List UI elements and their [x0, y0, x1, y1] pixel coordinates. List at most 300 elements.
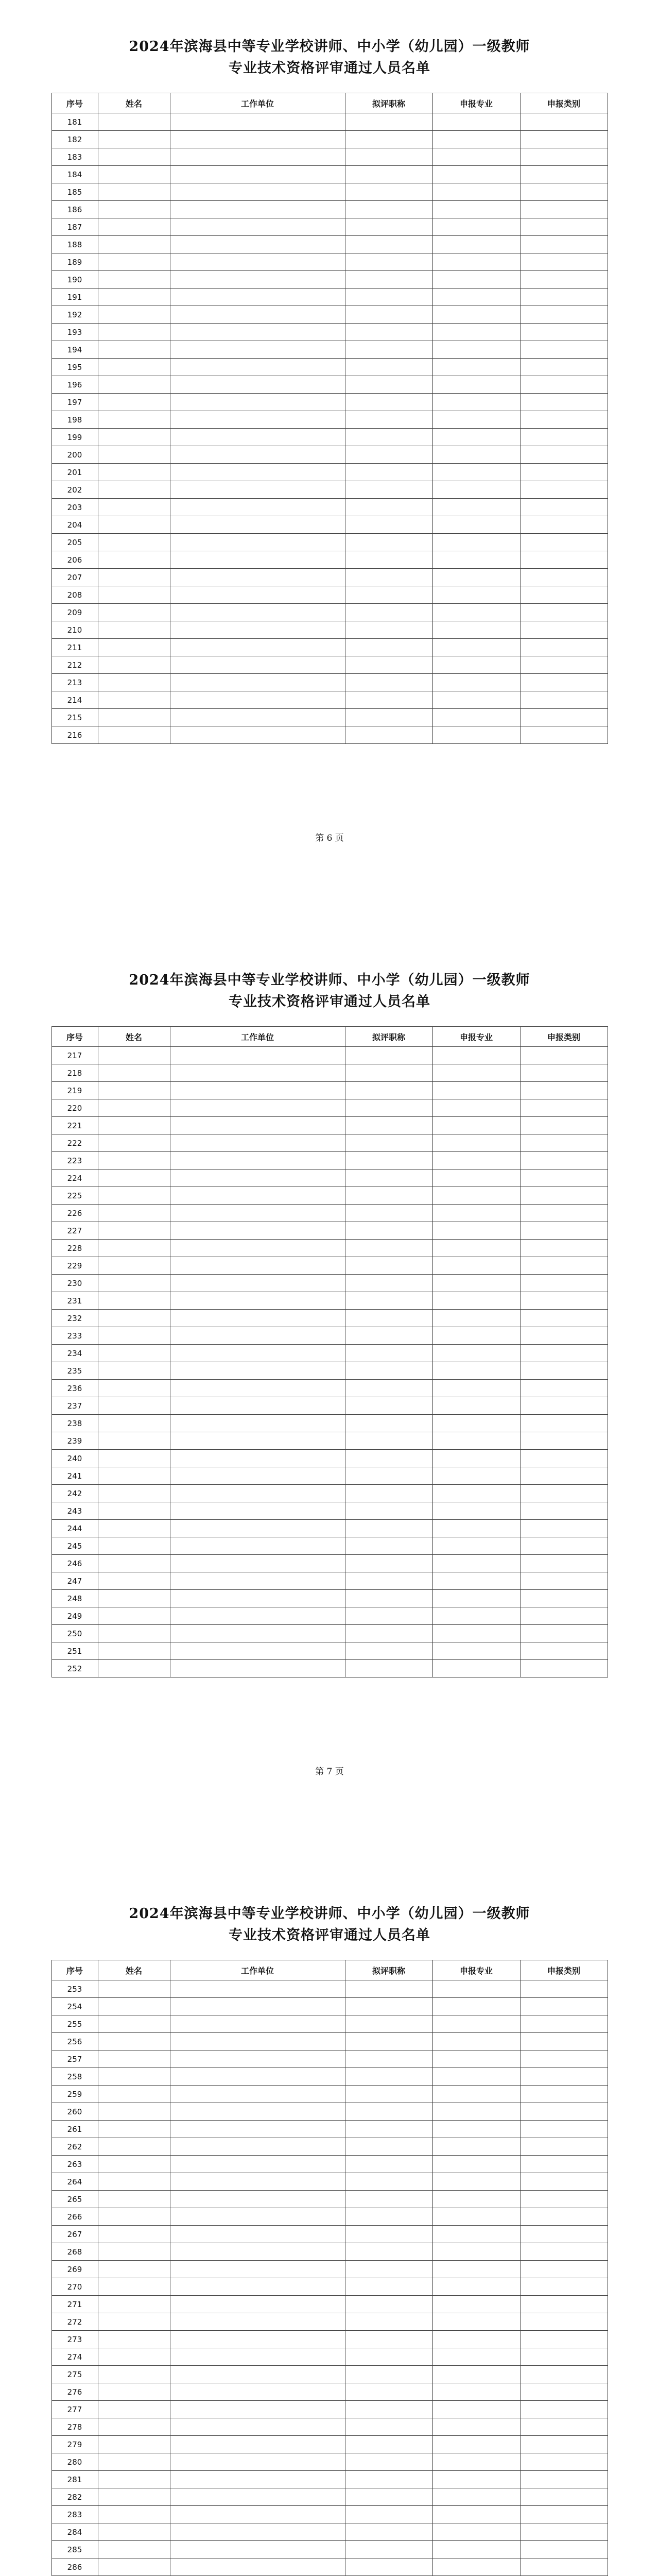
cell-title [345, 2366, 432, 2383]
cell-unit [170, 236, 345, 253]
table-row [51, 2401, 608, 2418]
cell-major [432, 2103, 520, 2121]
cell-major [432, 411, 520, 429]
column-header: 拟评职称 [345, 1027, 432, 1047]
table-row [51, 2436, 608, 2453]
cell-name [98, 2471, 170, 2488]
cell-major [432, 1292, 520, 1310]
cell-title [345, 2471, 432, 2488]
cell-unit [170, 2208, 345, 2226]
cell-unit [170, 569, 345, 586]
cell-major [432, 1082, 520, 1099]
column-header: 序号 [51, 93, 98, 113]
table-row [51, 534, 608, 551]
cell-number: 278 [51, 2418, 98, 2436]
cell-number: 280 [51, 2453, 98, 2471]
cell-number: 225 [51, 1187, 98, 1205]
cell-name [98, 1082, 170, 1099]
cell-unit [170, 2488, 345, 2506]
cell-name [98, 691, 170, 709]
column-header: 工作单位 [170, 93, 345, 113]
cell-category [520, 481, 608, 499]
cell-title [345, 656, 432, 674]
column-header: 姓名 [98, 1960, 170, 1980]
cell-major [432, 2138, 520, 2156]
column-header: 申报类别 [520, 93, 608, 113]
cell-title [345, 1205, 432, 1222]
table-row [51, 306, 608, 324]
table-row [51, 656, 608, 674]
table-row [51, 1625, 608, 1642]
cell-category [520, 1310, 608, 1327]
cell-number: 198 [51, 411, 98, 429]
cell-title [345, 2243, 432, 2261]
table-row [51, 674, 608, 691]
cell-title [345, 359, 432, 376]
cell-major [432, 2156, 520, 2173]
cell-category [520, 2418, 608, 2436]
document-page [0, 0, 659, 934]
table-row [51, 2226, 608, 2243]
cell-title [345, 1625, 432, 1642]
cell-unit [170, 1187, 345, 1205]
cell-major [432, 1152, 520, 1170]
cell-name [98, 1064, 170, 1082]
table-row [51, 726, 608, 744]
cell-unit [170, 1064, 345, 1082]
cell-major [432, 201, 520, 218]
roster-table [51, 93, 608, 744]
cell-major [432, 534, 520, 551]
cell-major [432, 1047, 520, 1064]
cell-number: 214 [51, 691, 98, 709]
cell-unit [170, 1362, 345, 1380]
cell-major [432, 1362, 520, 1380]
cell-major [432, 2191, 520, 2208]
cell-category [520, 1170, 608, 1187]
cell-unit [170, 481, 345, 499]
cell-name [98, 726, 170, 744]
cell-major [432, 1380, 520, 1397]
cell-category [520, 534, 608, 551]
cell-number: 260 [51, 2103, 98, 2121]
cell-title [345, 218, 432, 236]
cell-number: 261 [51, 2121, 98, 2138]
cell-title [345, 394, 432, 411]
table-row [51, 1502, 608, 1520]
cell-major [432, 1625, 520, 1642]
cell-unit [170, 586, 345, 604]
cell-category [520, 1117, 608, 1134]
cell-unit [170, 1432, 345, 1450]
column-header: 申报专业 [432, 1960, 520, 1980]
cell-number: 244 [51, 1520, 98, 1537]
table-row [51, 2103, 608, 2121]
cell-title [345, 324, 432, 341]
cell-name [98, 674, 170, 691]
cell-title [345, 376, 432, 394]
cell-unit [170, 1520, 345, 1537]
cell-number: 191 [51, 289, 98, 306]
cell-title [345, 1310, 432, 1327]
cell-number: 243 [51, 1502, 98, 1520]
cell-title [345, 1642, 432, 1660]
cell-category [520, 586, 608, 604]
cell-number: 220 [51, 1099, 98, 1117]
cell-major [432, 1660, 520, 1677]
cell-unit [170, 639, 345, 656]
cell-name [98, 2208, 170, 2226]
column-header: 姓名 [98, 93, 170, 113]
cell-name [98, 1362, 170, 1380]
cell-major [432, 2436, 520, 2453]
cell-title [345, 2383, 432, 2401]
cell-name [98, 1467, 170, 1485]
cell-category [520, 2068, 608, 2086]
cell-title [345, 2086, 432, 2103]
cell-category [520, 2121, 608, 2138]
table-row [51, 1152, 608, 1170]
cell-number: 279 [51, 2436, 98, 2453]
cell-title [345, 236, 432, 253]
cell-category [520, 621, 608, 639]
cell-name [98, 1415, 170, 1432]
cell-unit [170, 674, 345, 691]
cell-title [345, 551, 432, 569]
cell-category [520, 569, 608, 586]
cell-unit [170, 1467, 345, 1485]
table-row [51, 2488, 608, 2506]
cell-number: 246 [51, 1555, 98, 1572]
cell-name [98, 2348, 170, 2366]
table-row [51, 1998, 608, 2015]
table-row [51, 236, 608, 253]
cell-unit [170, 1257, 345, 1275]
cell-name [98, 2523, 170, 2541]
cell-category [520, 1998, 608, 2015]
table-row [51, 1310, 608, 1327]
page-number: 第 6 页 [315, 833, 344, 843]
table-row [51, 709, 608, 726]
cell-number: 213 [51, 674, 98, 691]
cell-title [345, 1572, 432, 1590]
cell-name [98, 2156, 170, 2173]
cell-title [345, 1327, 432, 1345]
cell-title [345, 341, 432, 359]
cell-name [98, 2383, 170, 2401]
cell-unit [170, 289, 345, 306]
column-header: 姓名 [98, 1027, 170, 1047]
cell-major [432, 1415, 520, 1432]
cell-major [432, 113, 520, 131]
cell-major [432, 1397, 520, 1415]
cell-number: 256 [51, 2033, 98, 2050]
cell-name [98, 2243, 170, 2261]
table-row [51, 516, 608, 534]
cell-number: 231 [51, 1292, 98, 1310]
cell-major [432, 2086, 520, 2103]
cell-number: 276 [51, 2383, 98, 2401]
cell-number: 251 [51, 1642, 98, 1660]
table-row [51, 2523, 608, 2541]
cell-title [345, 1222, 432, 1240]
cell-title [345, 2453, 432, 2471]
title-line-1: 2024年滨海县中等专业学校讲师、中小学（幼儿园）一级教师 [129, 972, 530, 988]
cell-major [432, 1345, 520, 1362]
cell-number: 234 [51, 1345, 98, 1362]
cell-name [98, 2436, 170, 2453]
table-header-row [51, 1027, 608, 1047]
page-title [0, 970, 659, 1013]
title-line-2: 专业技术资格评审通过人员名单 [229, 994, 430, 1010]
table-row [51, 1537, 608, 1555]
cell-title [345, 148, 432, 166]
cell-title [345, 201, 432, 218]
cell-category [520, 709, 608, 726]
cell-major [432, 1134, 520, 1152]
cell-number: 195 [51, 359, 98, 376]
cell-number: 204 [51, 516, 98, 534]
cell-number: 200 [51, 446, 98, 464]
cell-name [98, 218, 170, 236]
table-row [51, 2261, 608, 2278]
table-row [51, 2541, 608, 2558]
table-row [51, 1520, 608, 1537]
cell-category [520, 1099, 608, 1117]
table-row [51, 2156, 608, 2173]
cell-number: 254 [51, 1998, 98, 2015]
cell-name [98, 586, 170, 604]
cell-number: 266 [51, 2208, 98, 2226]
cell-name [98, 551, 170, 569]
cell-title [345, 1292, 432, 1310]
cell-major [432, 148, 520, 166]
cell-category [520, 2313, 608, 2331]
cell-number: 242 [51, 1485, 98, 1502]
cell-title [345, 1607, 432, 1625]
cell-number: 190 [51, 271, 98, 289]
table-row [51, 1222, 608, 1240]
table-row [51, 2453, 608, 2471]
cell-unit [170, 2156, 345, 2173]
table-row [51, 148, 608, 166]
cell-name [98, 2488, 170, 2506]
table-row [51, 569, 608, 586]
cell-major [432, 2453, 520, 2471]
cell-category [520, 1047, 608, 1064]
cell-major [432, 1099, 520, 1117]
cell-number: 250 [51, 1625, 98, 1642]
cell-major [432, 464, 520, 481]
cell-unit [170, 1450, 345, 1467]
cell-category [520, 2103, 608, 2121]
cell-major [432, 2243, 520, 2261]
cell-name [98, 2226, 170, 2243]
cell-major [432, 2541, 520, 2558]
cell-name [98, 2278, 170, 2296]
cell-number: 241 [51, 1467, 98, 1485]
cell-unit [170, 183, 345, 201]
cell-major [432, 516, 520, 534]
table-row [51, 639, 608, 656]
cell-major [432, 1520, 520, 1537]
cell-unit [170, 1607, 345, 1625]
cell-number: 236 [51, 1380, 98, 1397]
table-row [51, 2191, 608, 2208]
cell-major [432, 2558, 520, 2576]
table-row [51, 2121, 608, 2138]
cell-title [345, 709, 432, 726]
cell-unit [170, 2436, 345, 2453]
cell-category [520, 429, 608, 446]
cell-number: 183 [51, 148, 98, 166]
table-row [51, 1117, 608, 1134]
table-row [51, 1397, 608, 1415]
table-row [51, 604, 608, 621]
cell-category [520, 691, 608, 709]
table-row [51, 621, 608, 639]
cell-number: 222 [51, 1134, 98, 1152]
cell-name [98, 1397, 170, 1415]
cell-category [520, 201, 608, 218]
cell-category [520, 2296, 608, 2313]
cell-title [345, 113, 432, 131]
cell-unit [170, 1555, 345, 1572]
cell-name [98, 183, 170, 201]
cell-title [345, 726, 432, 744]
cell-category [520, 2401, 608, 2418]
cell-category [520, 2488, 608, 2506]
cell-category [520, 2261, 608, 2278]
cell-name [98, 201, 170, 218]
cell-major [432, 2015, 520, 2033]
cell-category [520, 2558, 608, 2576]
table-row [51, 411, 608, 429]
cell-number: 203 [51, 499, 98, 516]
cell-name [98, 341, 170, 359]
cell-number: 230 [51, 1275, 98, 1292]
cell-title [345, 2523, 432, 2541]
cell-number: 237 [51, 1397, 98, 1415]
table-row [51, 1099, 608, 1117]
cell-major [432, 1222, 520, 1240]
cell-category [520, 2278, 608, 2296]
cell-title [345, 586, 432, 604]
cell-name [98, 464, 170, 481]
cell-number: 275 [51, 2366, 98, 2383]
cell-category [520, 726, 608, 744]
cell-major [432, 709, 520, 726]
cell-number: 258 [51, 2068, 98, 2086]
cell-major [432, 2471, 520, 2488]
cell-number: 189 [51, 253, 98, 271]
cell-major [432, 621, 520, 639]
cell-number: 273 [51, 2331, 98, 2348]
cell-category [520, 2156, 608, 2173]
table-row [51, 1415, 608, 1432]
cell-number: 219 [51, 1082, 98, 1099]
cell-major [432, 551, 520, 569]
cell-category [520, 271, 608, 289]
column-header: 序号 [51, 1960, 98, 1980]
cell-name [98, 1642, 170, 1660]
table-row [51, 2418, 608, 2436]
cell-major [432, 2208, 520, 2226]
cell-name [98, 2313, 170, 2331]
cell-category [520, 218, 608, 236]
cell-unit [170, 1152, 345, 1170]
cell-name [98, 394, 170, 411]
cell-major [432, 1170, 520, 1187]
cell-category [520, 1660, 608, 1677]
cell-major [432, 324, 520, 341]
cell-title [345, 499, 432, 516]
cell-unit [170, 1117, 345, 1134]
cell-number: 240 [51, 1450, 98, 1467]
cell-name [98, 1485, 170, 1502]
cell-unit [170, 2366, 345, 2383]
cell-number: 210 [51, 621, 98, 639]
cell-name [98, 271, 170, 289]
cell-major [432, 218, 520, 236]
cell-title [345, 1257, 432, 1275]
cell-category [520, 1642, 608, 1660]
cell-title [345, 2208, 432, 2226]
table-row [51, 1345, 608, 1362]
cell-title [345, 2401, 432, 2418]
cell-category [520, 1064, 608, 1082]
cell-name [98, 289, 170, 306]
cell-unit [170, 2418, 345, 2436]
cell-unit [170, 1082, 345, 1099]
cell-number: 239 [51, 1432, 98, 1450]
cell-number: 283 [51, 2506, 98, 2523]
cell-name [98, 253, 170, 271]
cell-category [520, 2471, 608, 2488]
cell-category [520, 1415, 608, 1432]
cell-title [345, 411, 432, 429]
cell-name [98, 2068, 170, 2086]
cell-category [520, 1537, 608, 1555]
cell-title [345, 1998, 432, 2015]
cell-category [520, 1187, 608, 1205]
cell-major [432, 306, 520, 324]
cell-name [98, 2366, 170, 2383]
cell-unit [170, 148, 345, 166]
cell-name [98, 2121, 170, 2138]
table-row [51, 253, 608, 271]
cell-unit [170, 1980, 345, 1998]
cell-name [98, 1257, 170, 1275]
cell-number: 206 [51, 551, 98, 569]
cell-name [98, 1450, 170, 1467]
cell-title [345, 2103, 432, 2121]
cell-name [98, 1502, 170, 1520]
table-row [51, 201, 608, 218]
cell-category [520, 1397, 608, 1415]
cell-title [345, 674, 432, 691]
cell-major [432, 1467, 520, 1485]
cell-unit [170, 1642, 345, 1660]
cell-name [98, 1047, 170, 1064]
cell-number: 264 [51, 2173, 98, 2191]
cell-unit [170, 604, 345, 621]
cell-category [520, 604, 608, 621]
cell-major [432, 2313, 520, 2331]
cell-unit [170, 271, 345, 289]
cell-title [345, 1537, 432, 1555]
cell-category [520, 1257, 608, 1275]
